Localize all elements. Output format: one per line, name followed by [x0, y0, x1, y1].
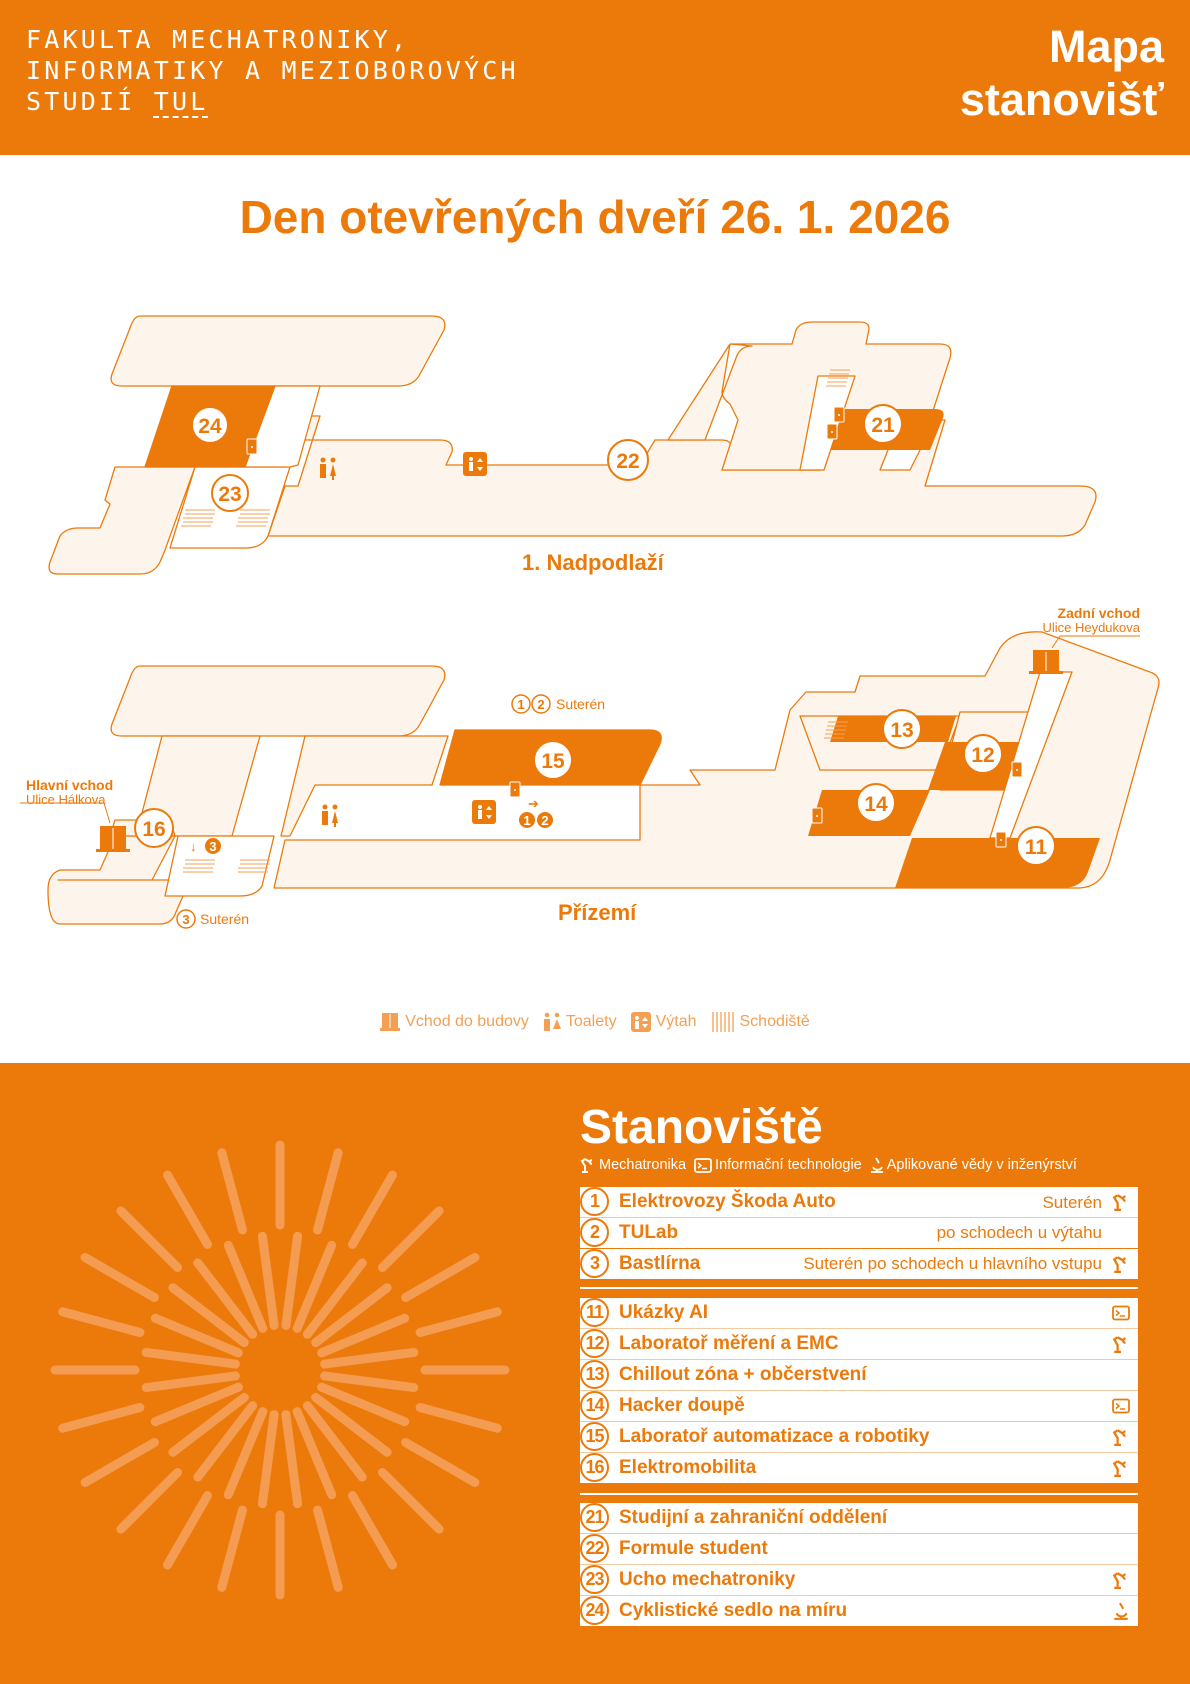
- station-marker-15: [534, 741, 572, 779]
- station-row-21[interactable]: [580, 1503, 1138, 1534]
- legend-item-elevator: Výtah: [631, 1012, 697, 1032]
- station-name: Laboratoř automatizace a robotiky: [619, 1426, 930, 1447]
- station-row-23[interactable]: [580, 1565, 1138, 1596]
- basement-note-3: Suterén: [200, 911, 250, 927]
- category-legend: [580, 1157, 1077, 1173]
- station-row-11[interactable]: [580, 1298, 1138, 1329]
- station-number: 15: [580, 1422, 609, 1451]
- door-icon: [996, 832, 1006, 847]
- header-band: [0, 0, 1190, 155]
- svg-text:14: 14: [864, 793, 888, 816]
- basement-note-1-2: Suterén: [556, 696, 606, 712]
- event-title: Den otevřených dveří 26. 1. 2026: [239, 191, 951, 243]
- map-legend: [0, 1012, 1190, 1032]
- station-group-ground: [580, 1298, 1138, 1483]
- station-name: Ukázky AI: [619, 1302, 709, 1323]
- category-it: Informační technologie: [694, 1157, 862, 1173]
- station-name: TULab: [619, 1222, 679, 1243]
- station-row-1[interactable]: [580, 1187, 1138, 1218]
- station-number: 11: [580, 1298, 609, 1327]
- station-row-14[interactable]: [580, 1391, 1138, 1422]
- station-marker-24: [192, 407, 228, 443]
- sunburst-decoration-icon: [40, 1130, 520, 1610]
- elevator-icon: [472, 800, 496, 824]
- station-number: 21: [580, 1503, 609, 1532]
- map-title-line-2: stanovišť: [959, 74, 1164, 125]
- station-marker-13: [883, 710, 921, 748]
- legend-item-door: Vchod do budovy: [380, 1012, 529, 1032]
- station-name: Formule student: [619, 1538, 768, 1559]
- svg-text:1: 1: [523, 813, 531, 828]
- station-row-15[interactable]: [580, 1422, 1138, 1453]
- robot-arm-icon: [580, 1157, 596, 1173]
- station-note: po schodech u výtahu: [936, 1223, 1102, 1242]
- ground-floor-plan: [48, 632, 1159, 927]
- door-icon: [510, 782, 520, 797]
- microscope-icon: [870, 1157, 884, 1173]
- station-number: 12: [580, 1329, 609, 1358]
- station-name: Studijní a zahraniční oddělení: [619, 1507, 888, 1528]
- station-name: Chillout zóna + občerstvení: [619, 1364, 867, 1385]
- door-icon: [834, 407, 844, 422]
- faculty-line-2: INFORMATIKY A MEZIOBOROVÝCH: [26, 56, 519, 85]
- station-row-24[interactable]: [580, 1596, 1138, 1626]
- faculty-line-3: STUDIÍ: [26, 87, 154, 116]
- door-icon: [812, 808, 822, 823]
- station-name: Elektromobilita: [619, 1457, 757, 1478]
- svg-text:24: 24: [198, 415, 222, 438]
- terminal-icon: [1112, 1397, 1130, 1415]
- floor-plan-map: [0, 300, 1190, 950]
- svg-text:↓: ↓: [190, 839, 197, 854]
- station-group-basement-3: [580, 1249, 1138, 1279]
- station-number: 2: [580, 1218, 609, 1247]
- floor-label-upper: 1. Nadpodlaží: [522, 550, 664, 575]
- svg-text:3: 3: [209, 839, 217, 854]
- main-entrance-door-icon: [96, 826, 130, 852]
- group-divider: [580, 1287, 1138, 1289]
- terminal-icon: [1112, 1304, 1130, 1322]
- legend-item-stairs: Schodiště: [711, 1012, 810, 1032]
- floor-label-ground: Přízemí: [558, 900, 637, 925]
- svg-text:16: 16: [142, 818, 166, 841]
- station-number: 3: [580, 1249, 609, 1278]
- station-number: 24: [580, 1596, 609, 1625]
- door-icon: [1012, 762, 1022, 777]
- station-name: Elektrovozy Škoda Auto: [619, 1191, 836, 1212]
- station-row-13[interactable]: [580, 1360, 1138, 1391]
- elevator-icon: [631, 1012, 651, 1032]
- station-row-22[interactable]: [580, 1534, 1138, 1565]
- category-mechatronics: Mechatronika: [580, 1157, 686, 1173]
- faculty-name: [26, 24, 519, 117]
- station-marker-14: [857, 784, 895, 822]
- microscope-icon: [1112, 1602, 1130, 1620]
- station-marker-22: [608, 440, 648, 480]
- terminal-icon: [694, 1158, 712, 1173]
- svg-text:22: 22: [616, 450, 640, 473]
- robot-arm-icon: [1112, 1459, 1130, 1477]
- svg-text:15: 15: [541, 750, 565, 773]
- station-number: 1: [580, 1187, 609, 1216]
- robot-arm-icon: [1112, 1335, 1130, 1353]
- robot-arm-icon: [1112, 1428, 1130, 1446]
- category-applied-sciences: Aplikované vědy v inženýrství: [870, 1157, 1077, 1173]
- svg-text:23: 23: [218, 483, 242, 506]
- station-note: Suterén po schodech u hlavního vstupu: [803, 1254, 1102, 1273]
- station-marker-16: [135, 809, 173, 847]
- door-icon: [827, 424, 837, 439]
- station-number: 16: [580, 1453, 609, 1482]
- door-icon: [247, 439, 257, 454]
- station-number: 23: [580, 1565, 609, 1594]
- station-name: Bastlírna: [619, 1253, 701, 1274]
- main-entrance-label: Hlavní vchod Ulice Hálkova: [26, 777, 114, 807]
- station-row-12[interactable]: [580, 1329, 1138, 1360]
- station-marker-12: [964, 735, 1002, 773]
- robot-arm-icon: [1112, 1255, 1130, 1273]
- station-marker-11: [1017, 827, 1055, 865]
- stairs-icon: [711, 1012, 735, 1032]
- svg-text:13: 13: [890, 719, 914, 742]
- back-entrance-door-icon: [1029, 650, 1063, 674]
- back-entrance-label: Zadní vchod Ulice Heydukova: [1042, 605, 1140, 635]
- group-divider: [580, 1493, 1138, 1495]
- svg-text:11: 11: [1024, 836, 1048, 859]
- station-row-3[interactable]: [580, 1249, 1138, 1279]
- station-name: Hacker doupě: [619, 1395, 745, 1416]
- station-number: 22: [580, 1534, 609, 1563]
- station-name: Laboratoř měření a EMC: [619, 1333, 839, 1354]
- svg-text:21: 21: [871, 414, 895, 437]
- station-name: Cyklistické sedlo na míru: [619, 1600, 848, 1621]
- station-number: 14: [580, 1391, 609, 1420]
- svg-text:2: 2: [541, 813, 549, 828]
- station-marker-21: [864, 405, 902, 443]
- robot-arm-icon: [1112, 1571, 1130, 1589]
- elevator-icon: [463, 452, 487, 476]
- svg-text:➔: ➔: [528, 796, 539, 811]
- stations-title: Stanoviště: [580, 1101, 823, 1154]
- station-marker-23: [212, 475, 248, 511]
- robot-arm-icon: [1112, 1193, 1130, 1211]
- station-row-2[interactable]: [580, 1218, 1138, 1248]
- faculty-line-1: FAKULTA MECHATRONIKY,: [26, 25, 410, 54]
- svg-text:1: 1: [517, 697, 525, 712]
- map-title-line-1: Mapa: [1048, 21, 1164, 72]
- svg-text:3: 3: [182, 912, 190, 927]
- toilet-icon: [543, 1012, 561, 1032]
- station-number: 13: [580, 1360, 609, 1389]
- station-row-16[interactable]: [580, 1453, 1138, 1483]
- station-note: Suterén: [1042, 1193, 1102, 1212]
- station-name: Ucho mechatroniky: [619, 1569, 796, 1590]
- upper-floor-plan: [49, 316, 1096, 574]
- station-group-basement: [580, 1187, 1138, 1248]
- svg-text:12: 12: [971, 744, 995, 767]
- legend-item-toilets: Toalety: [543, 1012, 617, 1032]
- svg-text:2: 2: [537, 697, 545, 712]
- station-group-upper: [580, 1503, 1138, 1626]
- map-title: [960, 20, 1164, 126]
- tul-logo: TUL: [153, 87, 209, 116]
- door-icon: [380, 1012, 400, 1032]
